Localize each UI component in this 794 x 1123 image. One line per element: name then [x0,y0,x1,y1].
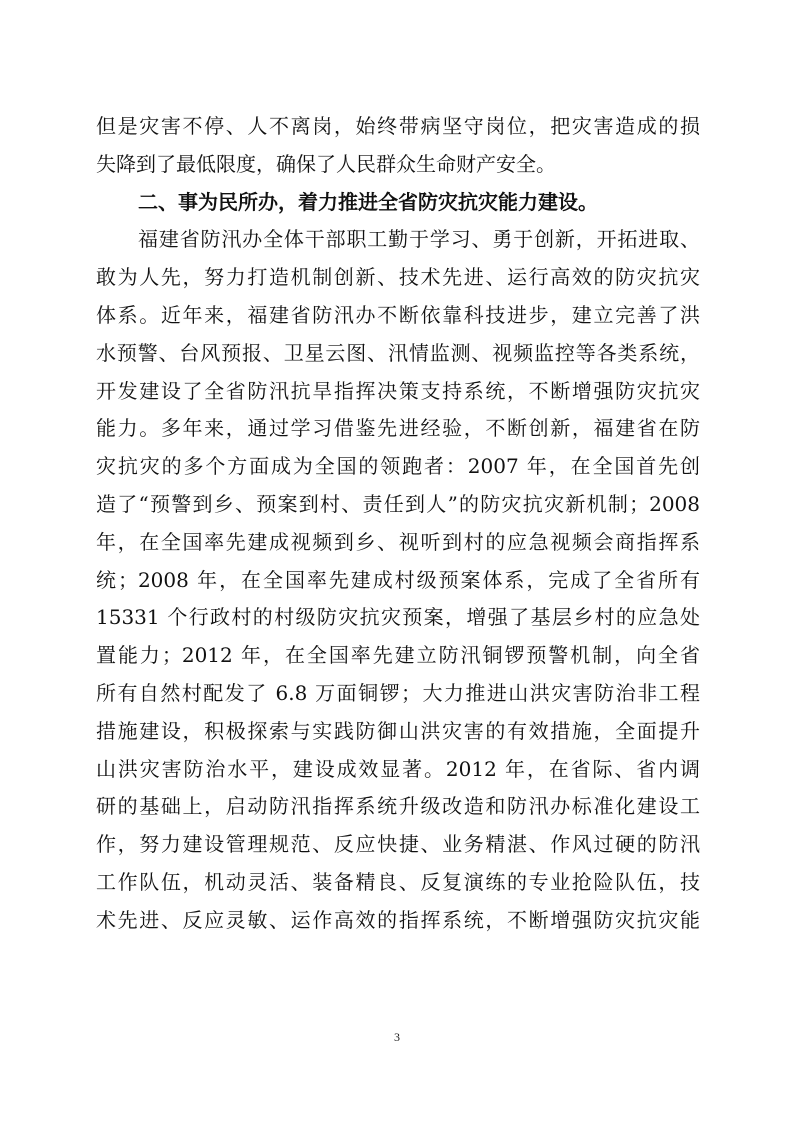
text-line: 开发建设了全省防汛抗旱指挥决策支持系统，不断增强防灾抗灾 [96,378,700,403]
text-line: 体系。近年来，福建省防汛办不断依靠科技进步，建立完善了洪 [96,302,700,327]
paragraph-continuation [96,108,700,184]
text-line: 置能力；2012 年，在全国率先建立防汛铜锣预警机制，向全省 [96,643,700,668]
text-line: 术先进、反应灵敏、运作高效的指挥系统，不断增强防灾抗灾能 [96,907,700,932]
text-line: 水预警、台风预报、卫星云图、汛情监测、视频监控等各类系统， [96,340,700,365]
text-line: 失降到了最低限度，确保了人民群众生命财产安全。 [96,151,556,176]
text-line: 敢为人先，努力打造机制创新、技术先进、运行高效的防灾抗灾 [96,265,700,290]
document-body [96,108,700,940]
text-line: 造了“预警到乡、预案到村、责任到人”的防灾抗灾新机制；2008 [96,491,700,516]
text-line: 福建省防汛办全体干部职工勤于学习、勇于创新，开拓进取、 [138,227,700,252]
text-line: 灾抗灾的多个方面成为全国的领跑者：2007 年，在全国首先创 [96,454,700,479]
text-line: 年，在全国率先建成视频到乡、视听到村的应急视频会商指挥系 [96,529,700,554]
paragraph-body [96,221,700,939]
text-line: 措施建设，积极探索与实践防御山洪灾害的有效措施，全面提升 [96,718,700,743]
text-line: 山洪灾害防治水平，建设成效显著。2012 年，在省际、省内调 [96,756,700,781]
text-line: 15331 个行政村的村级防灾抗灾预案，增强了基层乡村的应急处 [96,605,700,630]
text-line: 所有自然村配发了 6.8 万面铜锣；大力推进山洪灾害防治非工程 [96,680,700,705]
text-line: 作，努力建设管理规范、反应快捷、业务精湛、作风过硬的防汛 [96,832,700,857]
text-line: 但是灾害不停、人不离岗，始终带病坚守岗位，把灾害造成的损 [96,114,700,138]
text-line: 统；2008 年，在全国率先建成村级预案体系，完成了全省所有 [96,567,700,592]
page-number: 3 [394,1030,400,1044]
text-line: 研的基础上，启动防汛指挥系统升级改造和防汛办标准化建设工 [96,794,700,819]
section-heading: 二、事为民所办，着力推进全省防灾抗灾能力建设。 [138,189,598,214]
text-line: 工作队伍，机动灵活、装备精良、反复演练的专业抢险队伍，技 [96,869,700,894]
text-line: 能力。多年来，通过学习借鉴先进经验，不断创新，福建省在防 [96,416,700,441]
